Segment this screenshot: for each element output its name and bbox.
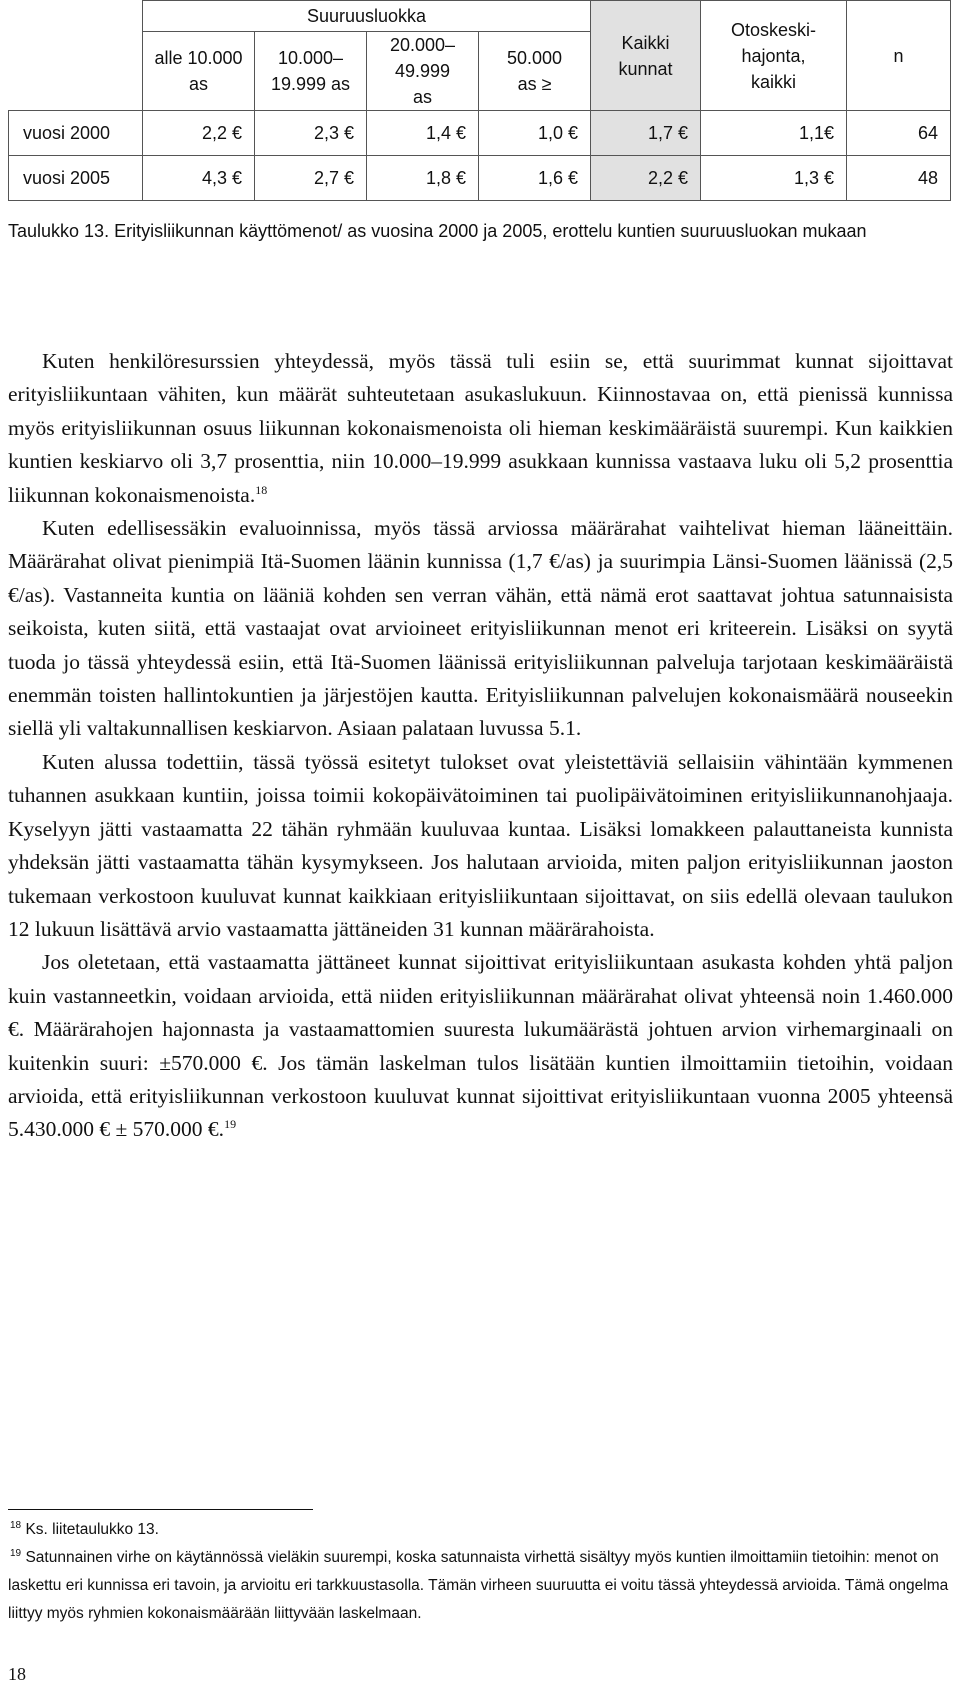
- table-cell: 1,7 €: [591, 111, 701, 156]
- paragraph: Kuten edellisessäkin evaluoinnissa, myös tässä arviossa määrärahat vaihtelivat hieman lääneittäin. Määrärahat olivat pienimpiä Itä-Suomen läänin kunnissa (1,7 €/as) ja suurimpia Länsi-Suomen läänissä (2,5 €/as). Vastanneita kuntia on lääniä kohden sen verran vähän, että nämä erot saattavat johtua satunnaisista seikoista, kuten siitä, että vastaajat ovat arvioineet erityisliikunnan menot eri kriteerein. Lisäksi on syytä tuoda jo tässä yhteydessä esiin, että Itä-Suomen läänissä erityisliikunnan palveluja tarjotaan keskimääräistä enemmän toisten hallintokuntien ja järjestöjen kautta. Erityisliikunnan palvelujen kokonaismäärä nouseekin siellä yli valtakunnallisen keskiarvon. Asiaan palataan luvussa 5.1.: [8, 516, 953, 741]
- footnote-reference[interactable]: 18: [255, 482, 268, 497]
- table-cell: 1,0 €: [479, 111, 591, 156]
- footnote-mark: 18: [10, 1519, 22, 1531]
- column-header-under-10000: alle 10.000 as: [143, 32, 255, 111]
- table-cell: 4,3 €: [143, 156, 255, 201]
- column-header-n: n: [847, 1, 951, 111]
- body-text: [8, 345, 953, 1147]
- table-cell: 2,7 €: [255, 156, 367, 201]
- table-cell: 1,8 €: [367, 156, 479, 201]
- page-number: 18: [8, 1664, 26, 1684]
- footnote-reference[interactable]: 19: [224, 1117, 237, 1132]
- table-cell: 1,1€: [701, 111, 847, 156]
- table-row: [9, 111, 951, 156]
- table-row: [9, 156, 951, 201]
- table-cell: 1,3 €: [701, 156, 847, 201]
- table-cell: 2,3 €: [255, 111, 367, 156]
- table-cell: 2,2 €: [591, 156, 701, 201]
- footnote-separator: [8, 1509, 313, 1510]
- table-cell: 1,6 €: [479, 156, 591, 201]
- footnote-text: Ks. liitetaulukko 13.: [25, 1521, 159, 1538]
- paragraph: Kuten alussa todettiin, tässä työssä esitetyt tulokset ovat yleistettäviä sellaisiin vähintään kymmenen tuhannen asukkaan kuntiin, joissa toimii kokopäivätoiminen tai puolipäivätoiminen erityisliikunnanohjaaja. Kyselyyn jätti vastaamatta 22 tähän ryhmään kuuluvaa kuntaa. Lisäksi lomakkeen palauttaneista kunnista yhdeksän jätti vastaamatta tähän kysymykseen. Jos halutaan arvioida, miten paljon erityisliikunnan jaoston tukemaan verkostoon kuuluvat kunnat kaikkiaan erityisliikuntaan sijoittavat, on siis edellä olevaan taulukon 12 lukuun lisättävä arvio vastaamatta jättäneiden 31 kunnan määrärahoista.: [8, 749, 953, 941]
- table-cell: 48: [847, 156, 951, 201]
- column-header-10000-19999: 10.000– 19.999 as: [255, 32, 367, 111]
- table-cell: 64: [847, 111, 951, 156]
- row-label: vuosi 2000: [9, 111, 143, 156]
- footnote: [8, 1516, 953, 1544]
- size-class-header: Suuruusluokka: [143, 1, 591, 32]
- table-corner-cell: [9, 1, 143, 111]
- row-label: vuosi 2005: [9, 156, 143, 201]
- table-cell: 2,2 €: [143, 111, 255, 156]
- footnote-text: Satunnainen virhe on käytännössä vieläkin suurempi, koska satunnaista virhettä sisältyy myös kuntien ilmoittamiin tietoihin: menot on laskettu eri kunnissa eri tavoin, ja arvioitu eri tarkkuustasolla. Tämän virheen suuruutta ei voitu tässä yhteydessä arvioida. Tämä ongelma liittyy myös ryhmien kokonaismäärään liittyvään laskelmaan.: [8, 1549, 949, 1622]
- column-header-all: Kaikki kunnat: [591, 1, 701, 111]
- column-header-50000-plus: 50.000 as ≥: [479, 32, 591, 111]
- footnote-mark: 19: [10, 1547, 22, 1559]
- column-header-std-dev: Otoskeski- hajonta, kaikki: [701, 1, 847, 111]
- footnote: [8, 1544, 953, 1628]
- caption-text: Erityisliikunnan käyttömenot/ as vuosina 2000 ja 2005, erottelu kuntien suuruusluokan mukaan: [114, 221, 867, 241]
- table-cell: 1,4 €: [367, 111, 479, 156]
- table-caption: [8, 212, 948, 250]
- expenditure-table: [8, 0, 951, 201]
- caption-prefix: Taulukko 13.: [8, 221, 110, 241]
- paragraph: Jos oletetaan, että vastaamatta jättäneet kunnat sijoittivat erityisliikuntaan asukasta kohden yhtä paljon kuin vastanneetkin, voidaan arvioida, että niiden erityisliikunnan määrärahat olivat yhteensä noin 1.460.000 €. Määrärahojen hajonnasta ja vastaamattomien suuresta lukumäärästä johtuen arvion virhemarginaali on kuitenkin suuri: ±570.000 €. Jos tämän laskelman tulos lisätään kuntien ilmoittamiin tietoihin, voidaan arvioida, että erityisliikunnan verkostoon kuuluvat kunnat sijoittivat erityisliikuntaan vuonna 2005 yhteensä 5.430.000 € ± 570.000 €.$^{19}$: [8, 950, 953, 1142]
- paragraph: Kuten henkilöresurssien yhteydessä, myös tässä tuli esiin se, että suurimmat kunnat sijoittavat erityisliikuntaan vähiten, kun määrät suhteutetaan asukaslukuun. Kiinnostavaa on, että pienissä kunnissa myös erityisliikunnan osuus liikunnan kokonaismenoista oli hieman keskimääräistä suurempi. Kun kaikkien kuntien keskiarvo oli 3,7 prosenttia, niin 10.000–19.999 asukkaan kunnissa vastaava luku oli 5,2 prosenttia liikunnan kokonaismenoista.$^{18}$: [8, 349, 953, 507]
- footnotes: [8, 1516, 953, 1628]
- column-header-20000-49999: 20.000– 49.999 as: [367, 32, 479, 111]
- table-header-row: [9, 1, 951, 32]
